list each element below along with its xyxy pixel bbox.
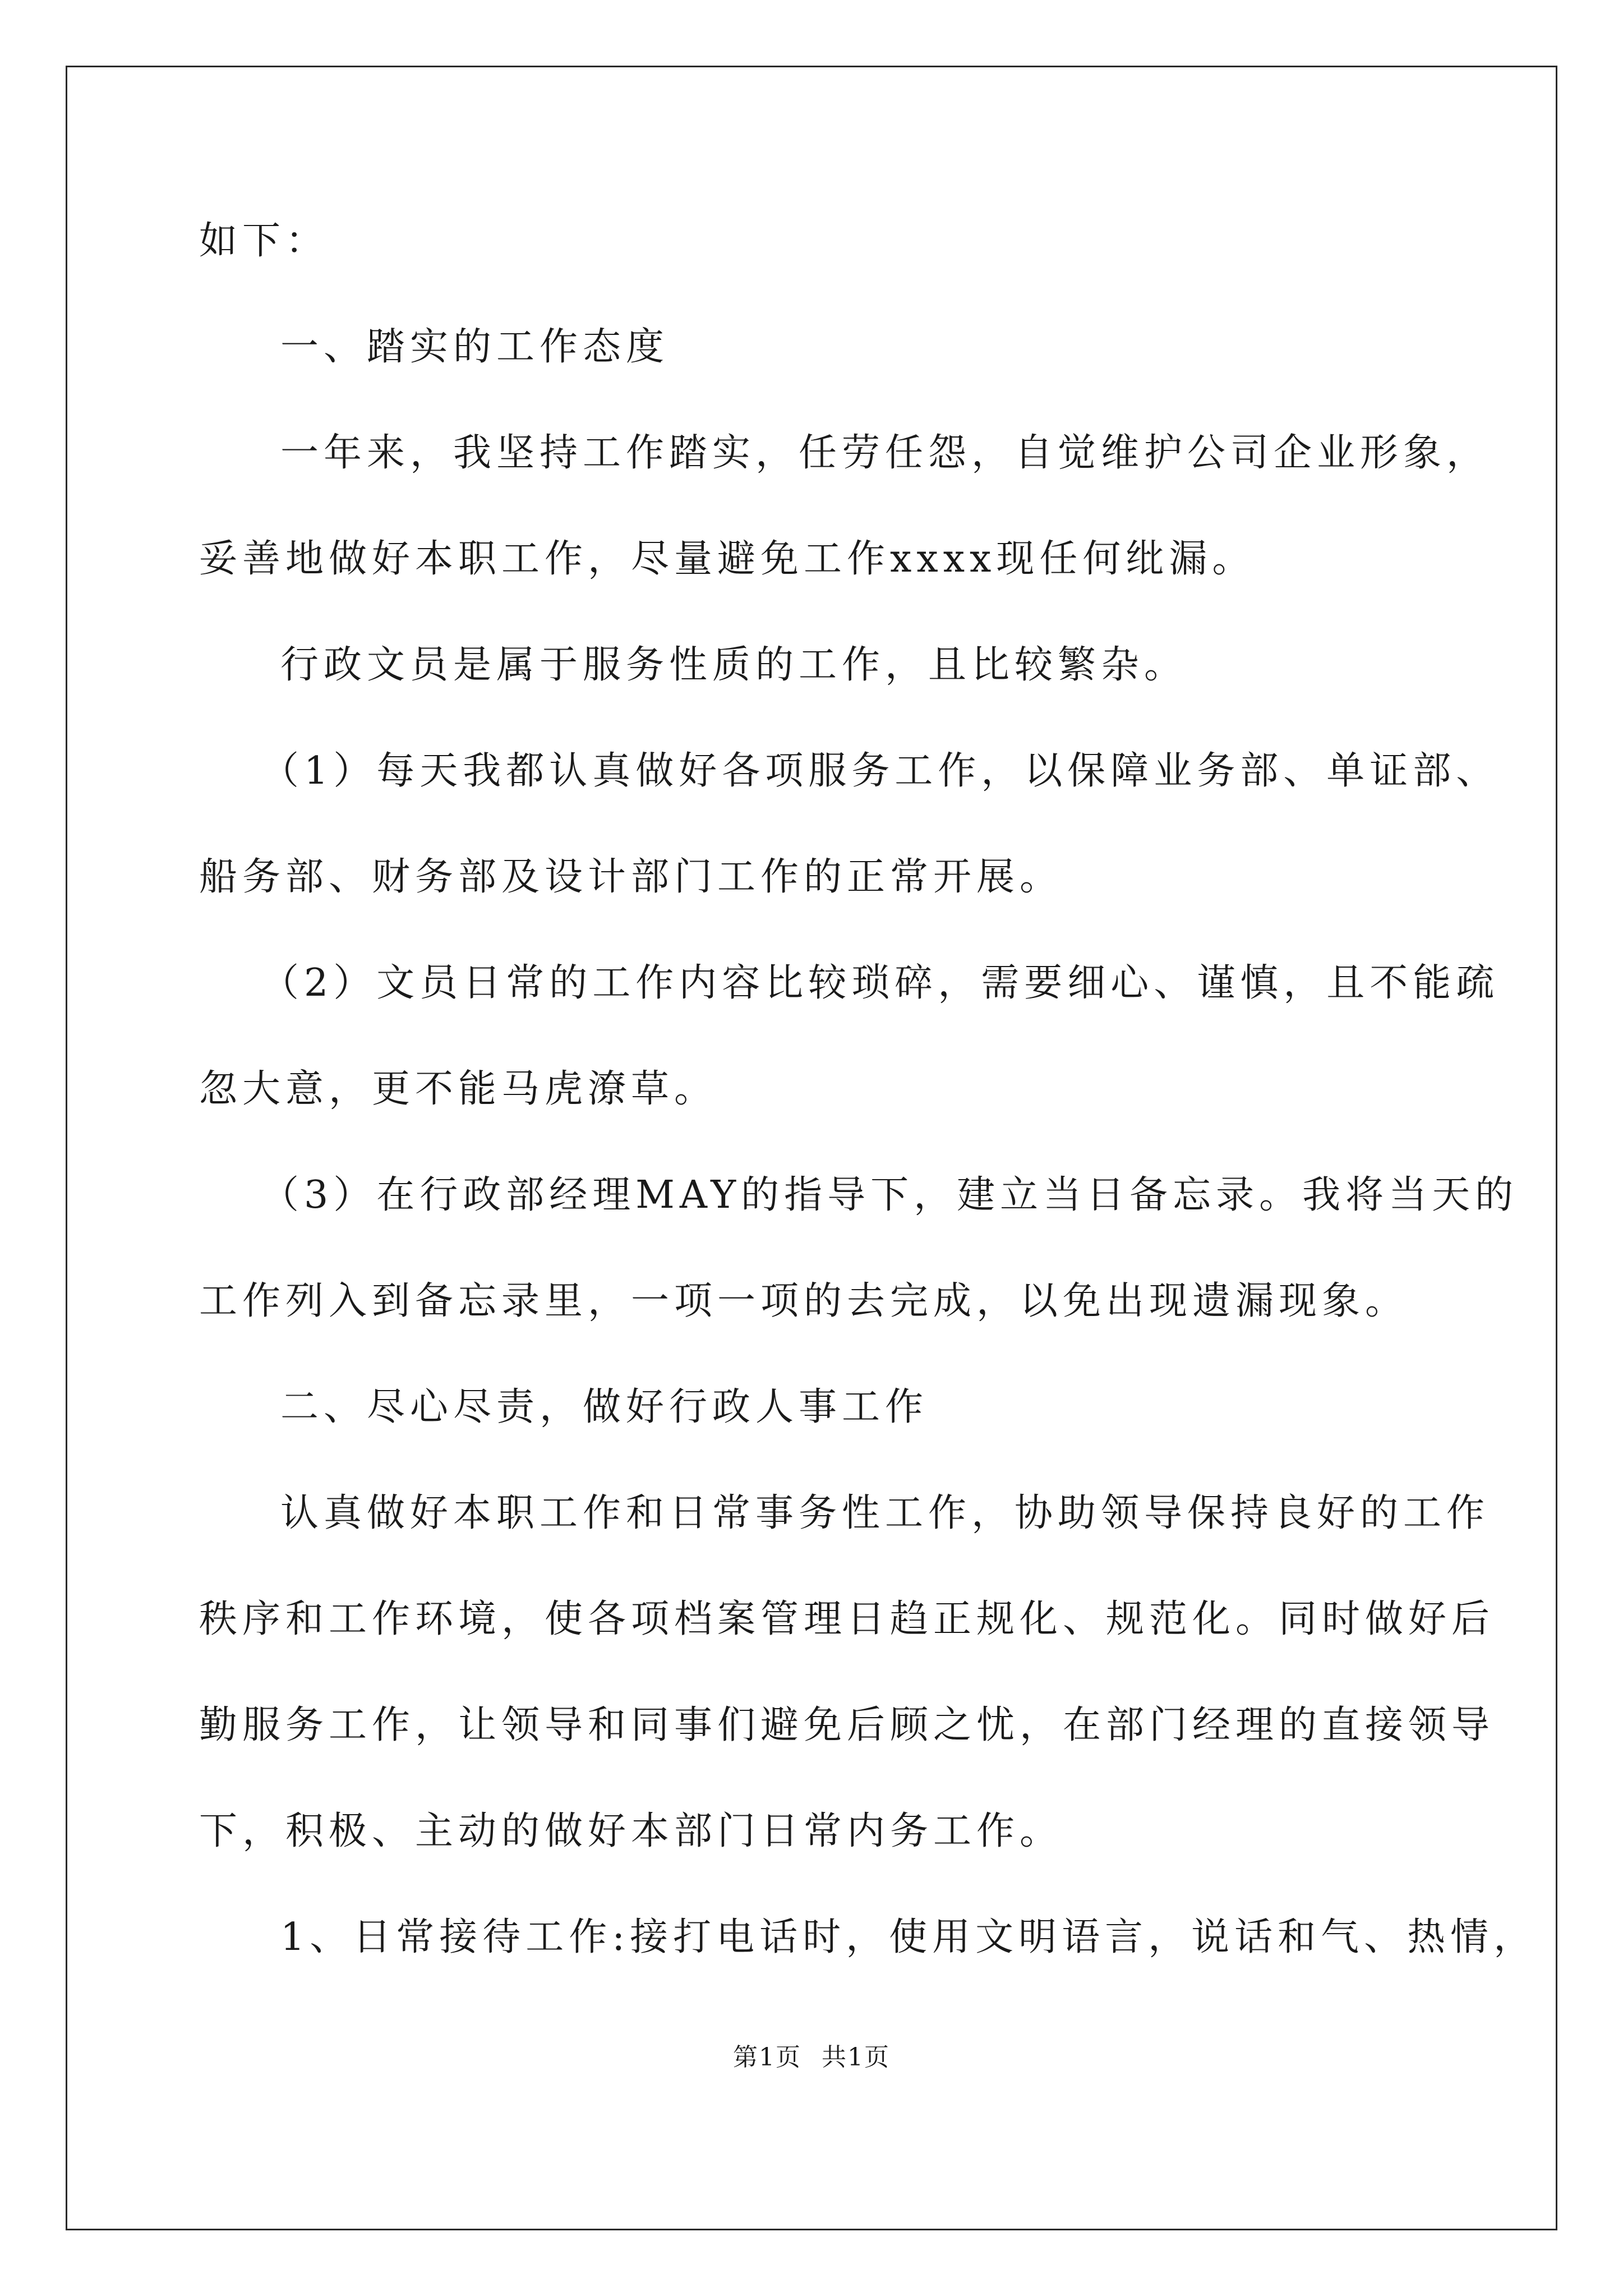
page-total: 共1页 [822, 2043, 890, 2072]
section-heading: 二、尽心尽责，做好行政人事工作 [280, 1385, 929, 1429]
page-footer [0, 2041, 1623, 2074]
text-line: 秩序和工作环境，使各项档案管理日趋正规化、规范化。同时做好后 [199, 1597, 1495, 1641]
text-line: 工作列入到备忘录里，一项一项的去完成，以免出现遗漏现象。 [199, 1279, 1409, 1323]
section-heading: 一、踏实的工作态度 [280, 325, 670, 369]
text-line: 如下： [199, 219, 329, 263]
text-line: 妥善地做好本职工作，尽量避免工作xxxx现任何纰漏。 [199, 537, 1256, 581]
text-line: 忽大意，更不能马虎潦草。 [199, 1067, 718, 1111]
text-line: 下，积极、主动的做好本部门日常内务工作。 [199, 1809, 1063, 1853]
text-line: 一年来，我坚持工作踏实，任劳任怨，自觉维护公司企业形象， [280, 431, 1490, 475]
text-line: （1）每天我都认真做好各项服务工作，以保障业务部、单证部、 [261, 749, 1500, 793]
text-line: 行政文员是属于服务性质的工作，且比较繁杂。 [280, 643, 1188, 687]
page-border [66, 66, 1557, 2230]
text-line: （3）在行政部经理MAY的指导下，建立当日备忘录。我将当天的 [261, 1173, 1519, 1217]
text-line: 船务部、财务部及设计部门工作的正常开展。 [199, 855, 1063, 899]
text-line: （2）文员日常的工作内容比较琐碎，需要细心、谨慎，且不能疏 [261, 961, 1500, 1005]
text-line: 勤服务工作，让领导和同事们避免后顾之忧，在部门经理的直接领导 [199, 1703, 1495, 1747]
text-line: 1、日常接待工作:接打电话时，使用文明语言，说话和气、热情， [280, 1915, 1537, 1959]
text-line: 认真做好本职工作和日常事务性工作，协助领导保持良好的工作 [280, 1491, 1490, 1535]
page-number: 第1页 [733, 2043, 801, 2072]
